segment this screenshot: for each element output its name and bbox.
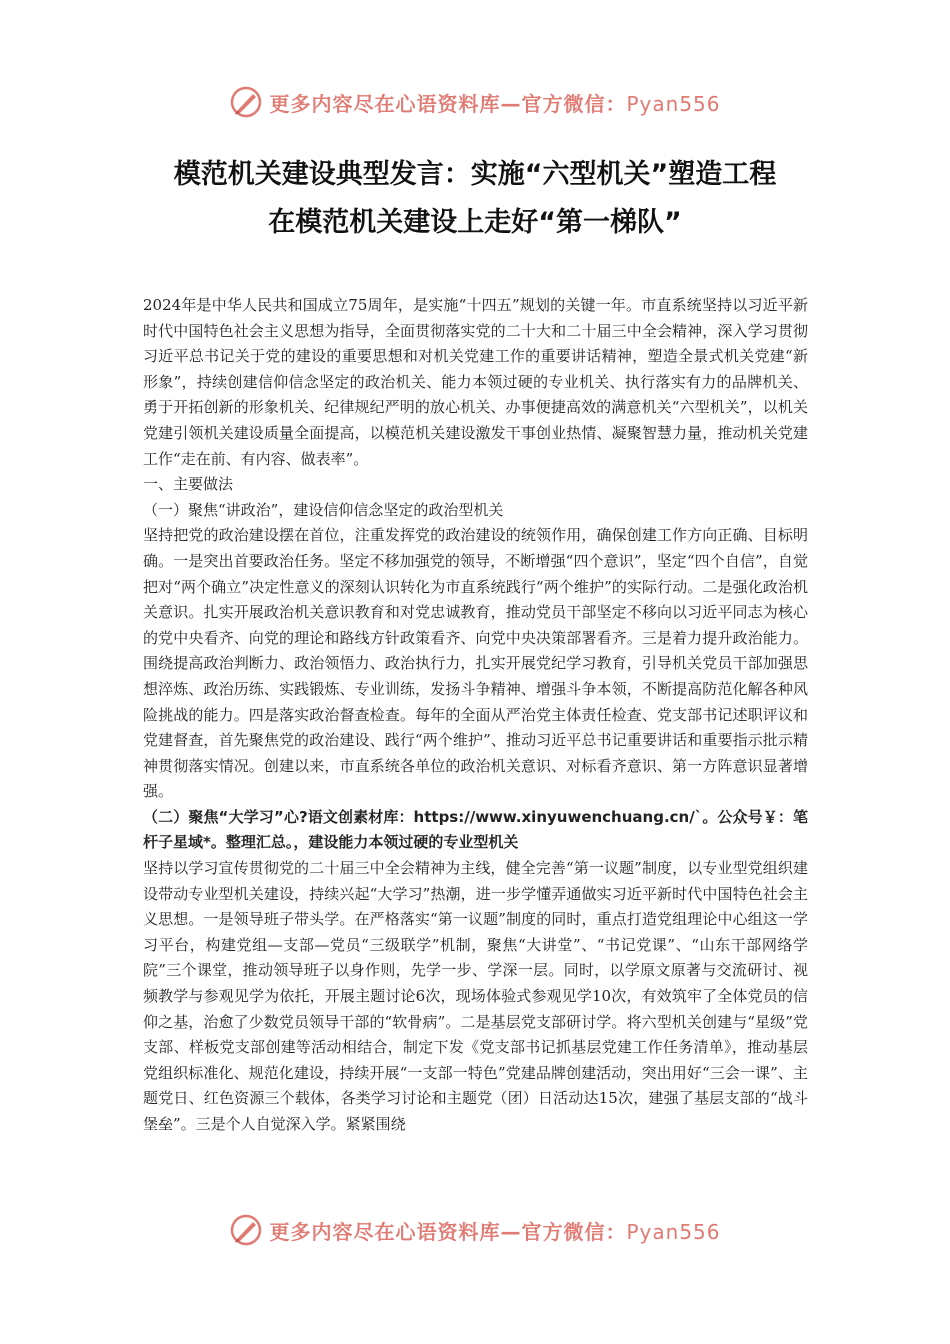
body-paragraph-2: 坚持以学习宣传贯彻党的二十届三中全会精神为主线，健全完善“第一议题”制度，以专业型党组织建设带动专业型机关建设，持续兴起“大学习”热潮，进一步学懂弄通做实习近平新时代中国特色社会主义思想。一是领导班子带头学。在严格落实“第一议题”制度的同时，重点打造党组理论中心组这一学习平台，构建党组—支部—党员“三级联学”机制，聚焦“大讲堂”、“书记党课”、“山东干部网络学院”三个课堂，推动领导班子以身作则，先学一步、学深一层。同时，以学原文原著与交流研讨、视频教学与参观见学为依托，开展主题讨论6次，现场体验式参观见学10次，有效筑牢了全体党员的信仰之基，治愈了少数党员领导干部的“软骨病”。二是基层党支部研讨学。将六型机关创建与“星级”党支部、样板党支部创建等活动相结合，制定下发《党支部书记抓基层党建工作任务清单》，推动基层党组织标准化、规范化建设，持续开展“一支部一特色”党建品牌创建活动，突出用好“三会一课”、主题党日、红色资源三个载体，各类学习讨论和主题党（团）日活动达15次，建强了基层支部的“战斗堡垒”。三是个人自觉深入学。紧紧围绕 (143, 859, 808, 1133)
document-title-line-1: 模范机关建设典型发言：实施“六型机关”塑造工程 (173, 159, 777, 190)
body-paragraph-1: 坚持把党的政治建设摆在首位，注重发挥党的政治建设的统领作用，确保创建工作方向正确、目标明确。一是突出首要政治任务。坚定不移加强党的领导，不断增强“四个意识”，坚定“四个自信”，自觉把对“两个确立”决定性意义的深刻认识转化为市直系统践行“两个维护”的实际行动。二是强化政治机关意识。扎实开展政治机关意识教育和对党忠诚教育，推动党员干部坚定不移向以习近平同志为核心的党中央看齐、向党的理论和路线方针政策看齐、向党中央决策部署看齐。三是着力提升政治能力。围绕提高政治判断力、政治领悟力、政治执行力，扎实开展党纪学习教育，引导机关党员干部加强思想淬炼、政治历练、实践锻炼、专业训练，发扬斗争精神、增强斗争本领，不断提高防范化解各种风险挑战的能力。四是落实政治督查检查。每年的全面从严治党主体责任检查、党支部书记述职评议和党建督查，首先聚焦党的政治建设、践行“两个维护”、推动习近平总书记重要讲话和重要指示批示精神贯彻落实情况。创建以来，市直系统各单位的政治机关意识、对标看齐意识、第一方阵意识显著增强。 (143, 526, 808, 801)
section-heading-1: 一、主要做法 (143, 475, 234, 494)
watermark-header (0, 82, 950, 122)
subsection-heading-1: （一）聚焦“讲政治”，建设信仰信念坚定的政治型机关 (143, 500, 504, 519)
watermark-text: 更多内容尽在心语资料库—官方微信：Pyan556 (269, 1219, 721, 1244)
document-title-line-2: 在模范机关建设上走好“第一梯队” (268, 207, 682, 238)
intro-paragraph: 2024年是中华人民共和国成立75周年，是实施“十四五”规划的关键一年。市直系统坚持以习近平新时代中国特色社会主义思想为指导，全面贯彻落实党的二十大和二十届三中全会精神，深入学习贯彻习近平总书记关于党的建设的重要思想和对机关党建工作的重要讲话精神，塑造全景式机关党建“新形象”，持续创建信仰信念坚定的政治机关、能力本领过硬的专业机关、执行落实有力的品牌机关、勇于开拓创新的形象机关、纪律规纪严明的放心机关、办事便捷高效的满意机关“六型机关”，以机关党建引领机关建设质量全面提高，以模范机关建设激发干事创业热情、凝聚智慧力量，推动机关党建工作“走在前、有内容、做表率”。 (143, 296, 808, 468)
subsection-heading-2: （二）聚焦“大学习”心?语文创素材库：https://www.xinyuwenchuang.cn/`。公众号￥：笔杆子星域*。整理汇总。，建设能力本领过硬的专业型机关 (143, 807, 808, 852)
watermark-text: 更多内容尽在心语资料库—官方微信：Pyan556 (269, 91, 721, 116)
brush-logo-icon (229, 1213, 263, 1247)
watermark-footer (0, 1210, 950, 1250)
brush-logo-icon (229, 85, 263, 119)
document-body (143, 293, 808, 1138)
